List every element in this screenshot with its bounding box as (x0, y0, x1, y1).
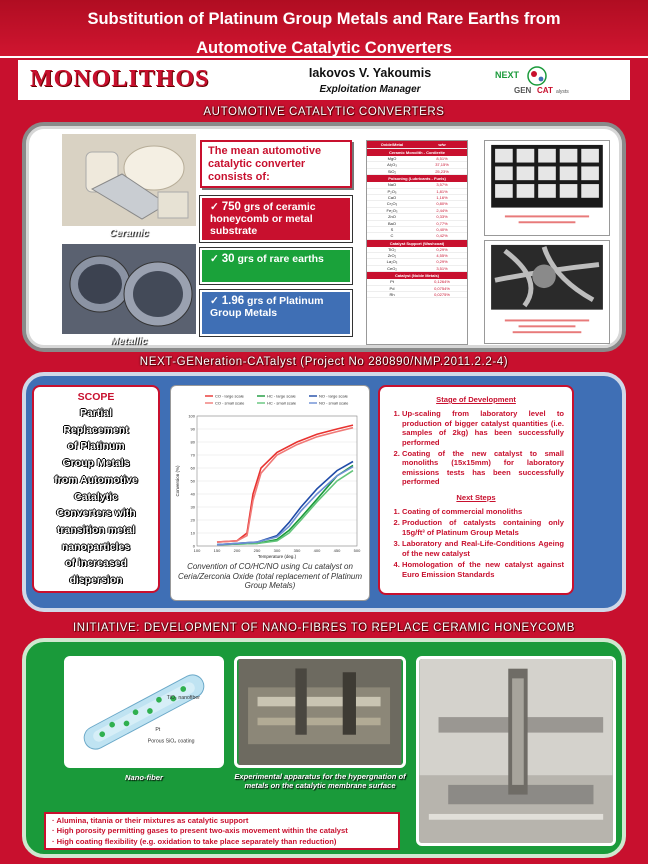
scope-line: of Platinum (67, 440, 125, 453)
table-cell-oxide: S (390, 226, 394, 232)
poster-title-line2: Automotive Catalytic Converters (196, 39, 452, 57)
section-title-nanofibres: INITIATIVE: DEVELOPMENT OF NANO-FIBRES TO REPLACE CERAMIC HONEYCOMB (73, 622, 575, 634)
info-text: grs of ceramic honeycomb or metal substrate (210, 201, 316, 237)
series-line (217, 462, 353, 545)
conversion-chart (171, 386, 371, 562)
table-cell-oxide: CaO (387, 194, 397, 200)
author-role: Exploitation Manager (319, 84, 421, 95)
list-item: 1. Up-scaling from laboratory level to production of bigger catalyst quantities (i.e. samples of 2kg) has been successfully performed (402, 409, 564, 447)
table-cell-oxide: La₂O₃ (386, 259, 398, 265)
table-cell-oxide: CeO₂ (387, 265, 397, 271)
table-cell-oxide: SiO₂ (387, 168, 397, 174)
table-cell-oxide: Pd (389, 285, 395, 291)
x-tick-label: 450 (333, 548, 341, 553)
y-tick-label: 60 (190, 465, 195, 471)
list-item: 3. Laboratory and Real-Life-Conditions Ageing of the new catalyst (402, 539, 564, 558)
y-tick-label: 30 (190, 504, 195, 510)
stage-list (388, 409, 564, 486)
info-num: 1.96 (221, 295, 245, 307)
poster-title-line1: Substitution of Platinum Group Metals and Rare Earths from (87, 10, 561, 28)
legend-entry: NO - small scale (319, 400, 349, 406)
table-cell-value: 0,29% (436, 246, 448, 252)
section-title-converters: AUTOMOTIVE CATALYTIC CONVERTERS (203, 106, 445, 118)
list-item: 2. Production of catalysts containing only 15g/ft³ of Platinum Group Metals (402, 518, 564, 537)
metallic-image (62, 244, 196, 334)
table-group-header: Poisoning (Lubricants - Fuels) (367, 175, 467, 182)
bullet-item: · Alumina, titania or their mixtures as catalytic support (52, 816, 249, 825)
scope-heading: SCOPE (77, 391, 115, 403)
info-box-rare-earths (200, 248, 352, 284)
logo-word-cat: CAT (537, 86, 553, 95)
table-cell-oxide: Al₂O₃ (387, 162, 397, 168)
next-steps-list (388, 507, 564, 579)
list-item: 2. Coating of the new catalyst to small monoliths (15x15mm) for laboratory emissions tests has been successfully performed (402, 449, 564, 487)
table-cell-oxide: TiO₂ (388, 246, 396, 252)
metallic-label: Metallic (110, 336, 148, 347)
next-steps-heading: Next Steps (456, 492, 496, 502)
scope-line: Catalytic (74, 490, 118, 503)
label-sio2: Porous SiO₂ coating (147, 738, 195, 745)
author-name: Iakovos V. Yakoumis (308, 66, 432, 80)
table-cell-value: 8,51% (436, 156, 448, 161)
x-tick-label: 250 (253, 548, 261, 553)
x-tick-label: 400 (313, 548, 321, 553)
nanofiber-diagram (64, 656, 224, 768)
table-cell-value: 0,40% (436, 226, 448, 232)
table-cell-value: 25,23% (435, 168, 449, 174)
composition-table (366, 140, 468, 345)
label-tio2: TiO₂ nanofiber (166, 694, 200, 701)
scope-line: Replacement (63, 423, 129, 436)
apparatus-caption: Experimental apparatus for the hypergnation of metals on the catalytic membrane surface (234, 772, 406, 790)
x-tick-label: 150 (213, 548, 221, 553)
table-cell-oxide: P₂O₅ (387, 188, 397, 194)
info-text: grs of rare earths (234, 253, 324, 265)
y-tick-label: 0 (192, 543, 195, 549)
table-header-col1: Oxide/Metal (380, 142, 404, 147)
label-pt: Pt (155, 726, 161, 733)
legend-entry: CO - small scale (215, 400, 245, 406)
table-cell-value: 1,16% (436, 194, 448, 200)
legend-entry: NO - large scale (319, 393, 348, 399)
scope-line: Partial (79, 407, 113, 419)
table-cell-value: 3,51% (436, 265, 448, 271)
scope-text (38, 405, 154, 589)
table-cell-oxide: ZnO (388, 214, 396, 220)
scope-line: dispersion (69, 574, 123, 587)
table-cell-value: 0,1264% (434, 279, 450, 285)
y-tick-label: 90 (190, 426, 195, 432)
table-cell-value: 0,77% (436, 220, 448, 226)
sem-image-honeycomb (484, 140, 610, 236)
y-tick-label: 70 (190, 452, 195, 458)
y-tick-label: 100 (188, 413, 195, 419)
table-cell-value: 0,42% (436, 233, 448, 239)
table-cell-value: 2,44% (436, 207, 448, 213)
y-axis-label: Conversion (%) (175, 465, 180, 497)
info-box-ceramic (200, 196, 352, 242)
table-cell-value: 4,55% (436, 253, 448, 259)
scope-line: Converters with (56, 507, 136, 520)
series-line (217, 425, 353, 542)
apparatus-photo (234, 656, 406, 768)
y-tick-label: 10 (190, 530, 195, 536)
ceramic-image (62, 134, 196, 226)
monolithos-logo: MONOLITHOS (30, 66, 210, 92)
info-num: 750 (221, 201, 241, 213)
chart-caption: Convention of CO/HC/NO using Cu catalyst on Ceria/Zerconia Oxide (total replacement of Platinum Group Metals) (177, 562, 363, 590)
x-tick-label: 500 (353, 548, 361, 553)
table-cell-value: 0,0754% (434, 285, 450, 291)
bullet-item: · High coating flexibility (e.g. oxidation to take place separately than reduction) (52, 836, 337, 846)
table-cell-value: 0,29% (436, 259, 448, 265)
legend-entry: CO - large scale (215, 393, 244, 399)
table-group-header: Catalyst (Noble Metals) (367, 272, 467, 279)
table-cell-oxide: ZrO₂ (387, 253, 397, 259)
legend-entry: HC - large scale (267, 393, 296, 399)
table-cell-oxide: Pt (390, 279, 394, 285)
y-tick-label: 50 (190, 478, 195, 484)
list-item: 4. Homologation of the new catalyst against Euro Emission Standards (402, 560, 564, 579)
table-cell-oxide: NaO (387, 182, 397, 188)
x-tick-label: 200 (233, 548, 241, 553)
x-tick-label: 300 (273, 548, 281, 553)
info-num: 30 (221, 253, 235, 265)
x-axis-label: Temperature (deg.) (257, 554, 297, 559)
mean-converter-box: The mean automotive catalytic converter consists of: (200, 140, 352, 188)
logo-word-alysts: alysts (556, 89, 569, 95)
scope-line: transition metal (56, 523, 136, 536)
table-cell-value: 0,80% (436, 201, 448, 207)
scope-line: nanoparticles (61, 540, 131, 553)
title-bar (0, 0, 648, 58)
table-body (367, 149, 467, 298)
list-item: 1. Coating of commercial monoliths (402, 507, 564, 516)
y-tick-label: 40 (190, 491, 195, 497)
scope-line: of increased (65, 557, 127, 570)
table-row (367, 292, 467, 298)
table-header-col2: w/w (438, 142, 446, 147)
scope-box (32, 385, 160, 593)
nextgencat-logo (492, 62, 582, 96)
sem-image-microstructure (484, 240, 610, 344)
development-box (378, 385, 574, 595)
table-cell-value: 3,57% (436, 182, 448, 188)
section-title-project: NEXT-GENeration-CATalyst (Project No 280890/NMP.2011.2.2-4) (139, 356, 509, 368)
bullet-item: · High porosity permitting gases to present two-axis movement within the catalyst (52, 826, 348, 836)
x-tick-label: 350 (293, 548, 301, 553)
table-group-header: Ceramic Monolith - Cordierite (367, 149, 467, 156)
info-text: grs of Platinum Group Metals (210, 295, 324, 319)
table-cell-value: 1,81% (436, 188, 448, 194)
y-tick-label: 20 (190, 517, 195, 523)
table-cell-oxide: Rh (389, 292, 395, 298)
logo-word-gen: GEN (514, 86, 532, 95)
check-icon: ✓ (210, 295, 219, 307)
check-icon: ✓ (210, 201, 219, 213)
table-cell-value: 0,0275% (434, 292, 450, 298)
table-group-header: Catalyst Support (Washcoat) (367, 240, 467, 247)
table-cell-oxide: C (390, 233, 394, 239)
nanofiber-caption: Nano-fiber (125, 773, 163, 782)
table-cell-oxide: Fe₂O₃ (386, 207, 398, 213)
logo-word-next: NEXT (495, 70, 520, 80)
legend-entry: HC - small scale (267, 400, 297, 406)
y-tick-label: 80 (190, 439, 195, 445)
check-icon: ✓ (210, 253, 219, 265)
table-cell-value: 37,15% (435, 162, 449, 168)
lab-equipment-photo (416, 656, 616, 846)
ceramic-label: Ceramic (109, 228, 149, 239)
x-tick-label: 100 (193, 548, 201, 553)
scope-line: Group Metals (62, 457, 130, 470)
scope-line: from Automotive (54, 473, 138, 486)
stage-heading: Stage of Development (436, 395, 516, 404)
table-cell-oxide: BaO (387, 220, 396, 226)
table-cell-value: 0,33% (436, 214, 448, 220)
table-cell-oxide: Cr₂O₃ (386, 201, 398, 207)
table-cell-oxide: MgO (387, 156, 397, 161)
nanofibre-bullets (44, 812, 400, 850)
info-box-pgm (200, 290, 352, 336)
